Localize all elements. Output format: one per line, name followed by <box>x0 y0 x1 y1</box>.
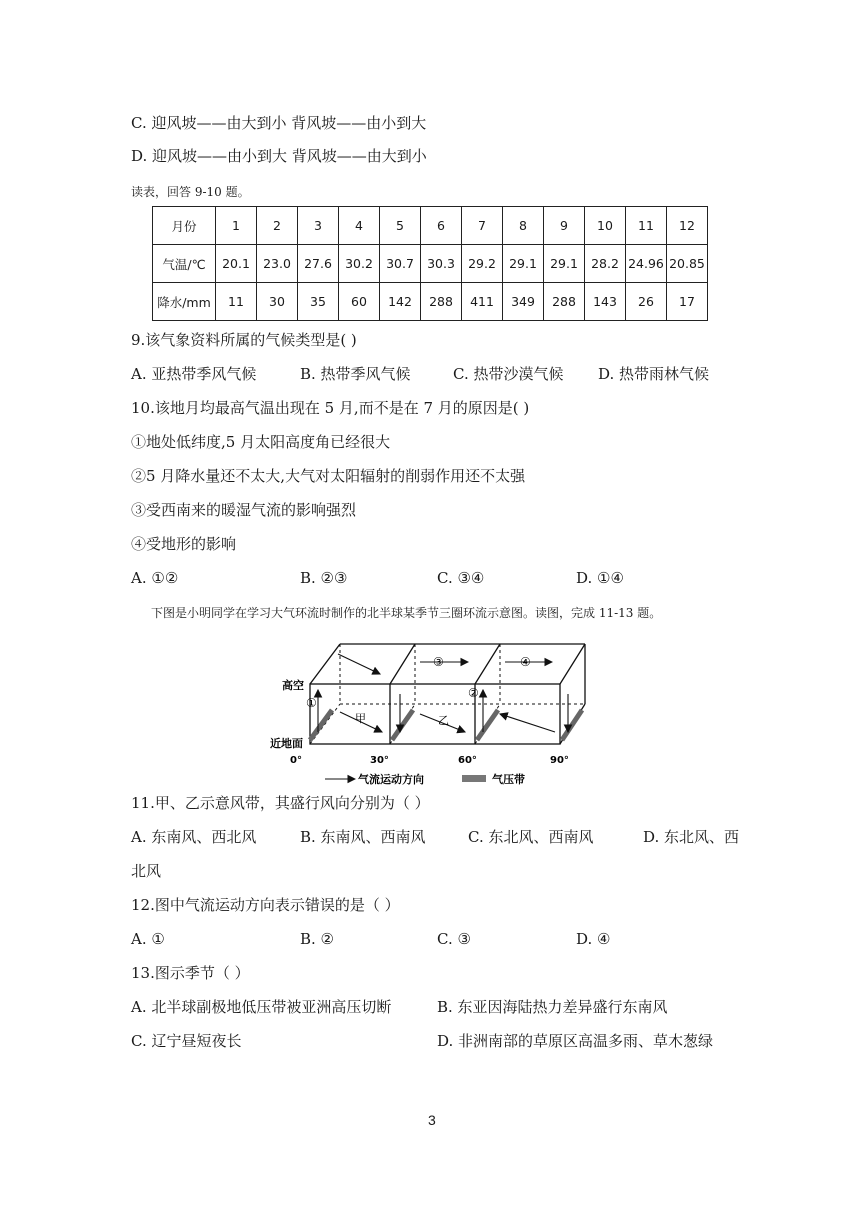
question-9-stem: 9.该气象资料所属的气候类型是( ) <box>131 331 357 349</box>
q11-option-b: B. 东南风、西南风 <box>300 828 426 846</box>
latitude-0: 0° <box>290 755 302 766</box>
table-cell: 29.1 <box>544 245 585 283</box>
table-cell: 29.2 <box>462 245 503 283</box>
page-number: 3 <box>428 1112 436 1128</box>
label-jia: 甲 <box>355 712 366 725</box>
table-cell: 30.2 <box>339 245 380 283</box>
question-11-stem: 11.甲、乙示意风带，其盛行风向分别为（ ） <box>131 794 430 812</box>
label-high-altitude: 高空 <box>282 679 304 692</box>
table-intro: 读表，回答 9-10 题。 <box>131 185 250 199</box>
legend-belt-swatch <box>462 775 486 782</box>
q10-statement-2: ②5 月降水量还不太大,大气对太阳辐射的削弱作用还不太强 <box>131 467 526 485</box>
q11-option-d: D. 东北风、西 <box>643 828 740 846</box>
table-header-cell: 气温/℃ <box>153 245 216 283</box>
q9-option-c: C. 热带沙漠气候 <box>453 365 564 383</box>
table-cell: 9 <box>544 207 585 245</box>
q12-option-c: C. ③ <box>437 930 471 948</box>
q10-option-d: D. ①④ <box>576 569 624 587</box>
q11-option-c: C. 东北风、西南风 <box>468 828 594 846</box>
table-cell: 17 <box>667 283 708 321</box>
table-cell: 11 <box>626 207 667 245</box>
table-cell: 6 <box>421 207 462 245</box>
table-cell: 30.3 <box>421 245 462 283</box>
table-cell: 288 <box>421 283 462 321</box>
table-cell: 35 <box>298 283 339 321</box>
table-cell: 28.2 <box>585 245 626 283</box>
q12-option-d: D. ④ <box>576 930 611 948</box>
q10-statement-1: ①地处低纬度,5 月太阳高度角已经很大 <box>131 433 391 451</box>
marker-1: ① <box>306 696 317 710</box>
q13-option-a: A. 北半球副极地低压带被亚洲高压切断 <box>131 998 392 1016</box>
table-cell: 349 <box>503 283 544 321</box>
table-cell: 142 <box>380 283 421 321</box>
question-10-stem: 10.该地月均最高气温出现在 5 月,而不是在 7 月的原因是( ) <box>131 399 530 417</box>
q13-option-c: C. 辽宁昼短夜长 <box>131 1032 242 1050</box>
table-cell: 411 <box>462 283 503 321</box>
question-12-stem: 12.图中气流运动方向表示错误的是（ ） <box>131 896 400 914</box>
marker-3: ③ <box>433 655 444 669</box>
q10-option-a: A. ①② <box>131 569 179 587</box>
table-cell: 60 <box>339 283 380 321</box>
table-cell: 143 <box>585 283 626 321</box>
table-cell: 24.96 <box>626 245 667 283</box>
q12-option-b: B. ② <box>300 930 335 948</box>
legend-belt-label: 气压带 <box>492 773 525 786</box>
table-header-cell: 月份 <box>153 207 216 245</box>
table-cell: 288 <box>544 283 585 321</box>
latitude-90: 90° <box>550 755 569 766</box>
q13-option-d: D. 非洲南部的草原区高温多雨、草木葱绿 <box>437 1032 714 1050</box>
legend-flow-label: 气流运动方向 <box>358 773 424 786</box>
table-cell: 8 <box>503 207 544 245</box>
table-row-precipitation <box>153 283 708 321</box>
table-cell: 26 <box>626 283 667 321</box>
diagram-intro: 下图是小明同学在学习大气环流时制作的北半球某季节三圈环流示意图。读图，完成 11-13 题。 <box>151 606 662 620</box>
table-cell: 10 <box>585 207 626 245</box>
question-13-stem: 13.图示季节（ ） <box>131 964 250 982</box>
table-cell: 29.1 <box>503 245 544 283</box>
table-cell: 20.85 <box>667 245 708 283</box>
table-cell: 4 <box>339 207 380 245</box>
table-cell: 20.1 <box>216 245 257 283</box>
q10-statement-3: ③受西南来的暖湿气流的影响强烈 <box>131 501 357 519</box>
table-row-temperature <box>153 245 708 283</box>
q12-option-a: A. ① <box>131 930 165 948</box>
table-cell: 23.0 <box>257 245 298 283</box>
table-cell: 27.6 <box>298 245 339 283</box>
q10-statement-4: ④受地形的影响 <box>131 535 237 553</box>
table-cell: 11 <box>216 283 257 321</box>
q9-option-d: D. 热带雨林气候 <box>598 365 710 383</box>
marker-4: ④ <box>520 655 531 669</box>
table-header-cell: 降水/mm <box>153 283 216 321</box>
q11-option-a: A. 东南风、西北风 <box>131 828 257 846</box>
q10-option-c: C. ③④ <box>437 569 485 587</box>
table-cell: 2 <box>257 207 298 245</box>
q13-option-b: B. 东亚因海陆热力差异盛行东南风 <box>437 998 668 1016</box>
table-cell: 12 <box>667 207 708 245</box>
q11-option-d-continued: 北风 <box>131 862 162 880</box>
table-cell: 30.7 <box>380 245 421 283</box>
option-d-prev: D. 迎风坡——由小到大 背风坡——由大到小 <box>131 147 427 165</box>
latitude-30: 30° <box>370 755 389 766</box>
table-cell: 30 <box>257 283 298 321</box>
label-near-ground: 近地面 <box>270 737 303 750</box>
q9-option-a: A. 亚热带季风气候 <box>131 365 257 383</box>
table-cell: 1 <box>216 207 257 245</box>
table-cell: 5 <box>380 207 421 245</box>
marker-2: ② <box>468 686 479 700</box>
label-yi: 乙 <box>438 714 449 727</box>
table-cell: 7 <box>462 207 503 245</box>
table-row-month <box>153 207 708 245</box>
q9-option-b: B. 热带季风气候 <box>300 365 411 383</box>
table-cell: 3 <box>298 207 339 245</box>
option-c-prev: C. 迎风坡——由大到小 背风坡——由小到大 <box>131 114 427 132</box>
circulation-diagram <box>270 632 600 792</box>
latitude-60: 60° <box>458 755 477 766</box>
q10-option-b: B. ②③ <box>300 569 348 587</box>
climate-table <box>152 206 708 321</box>
